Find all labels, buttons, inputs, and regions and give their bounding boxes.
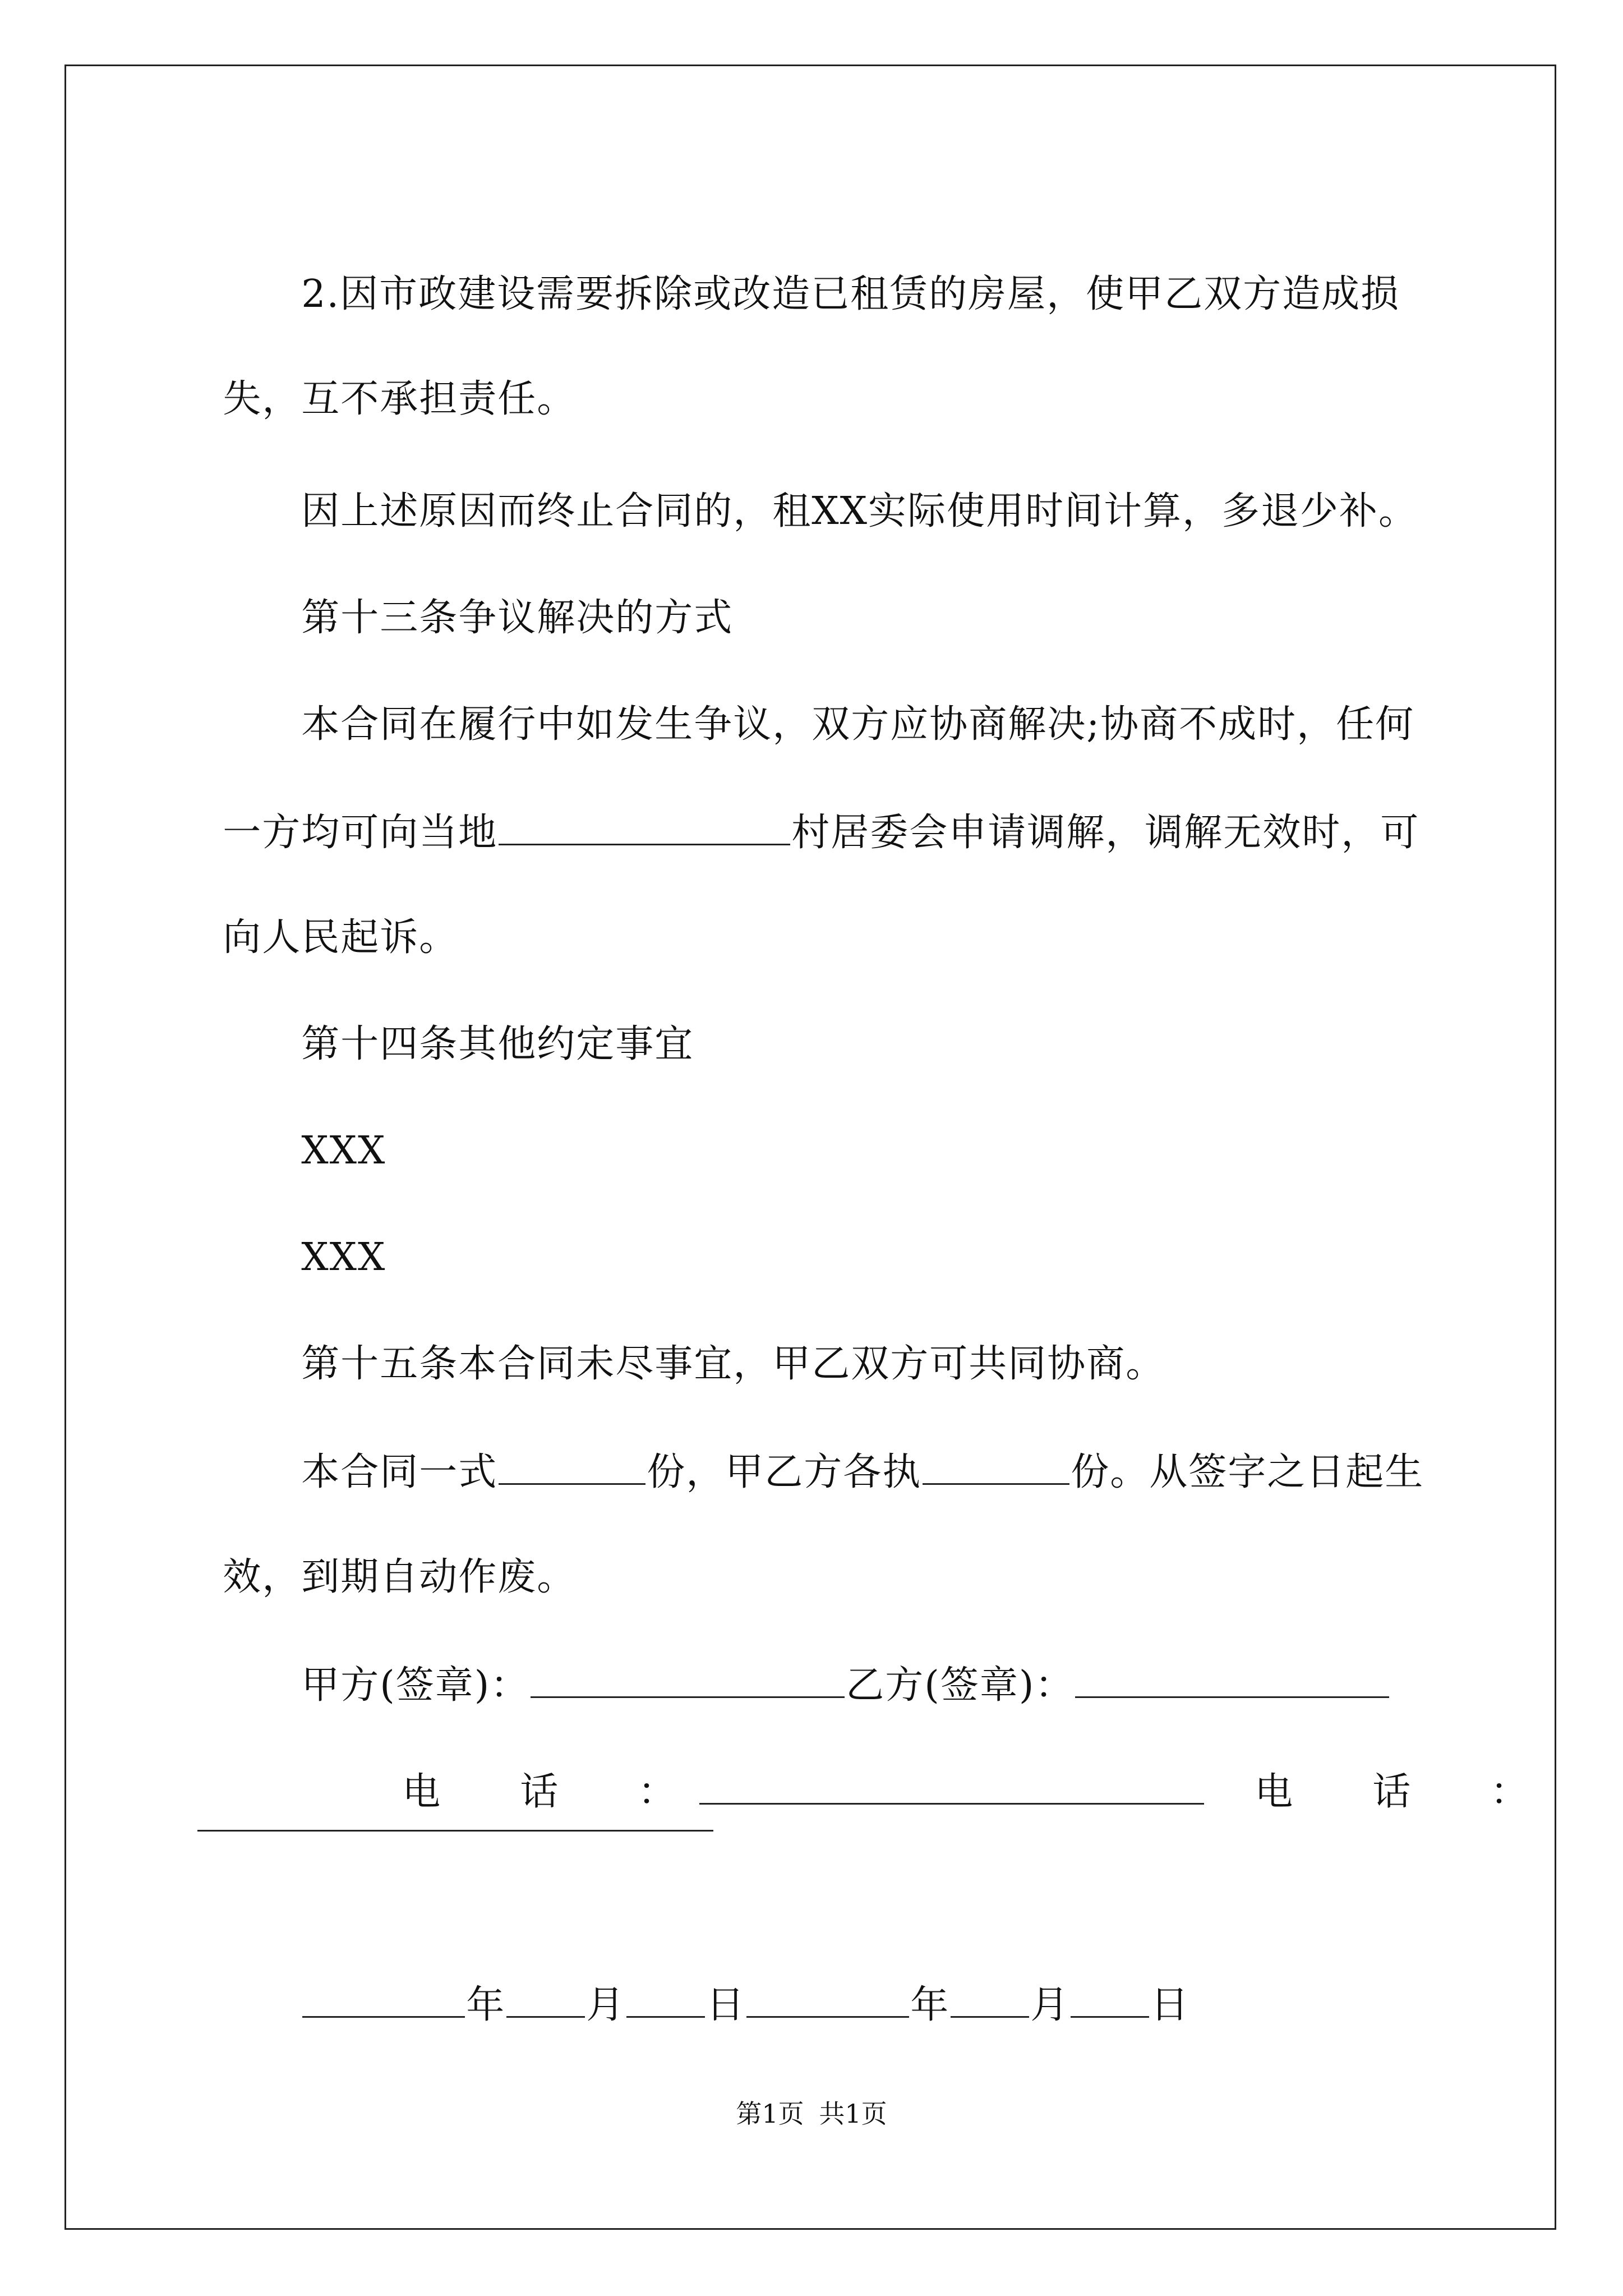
- page-footer: [0, 2098, 1623, 2129]
- party-a-signature-field[interactable]: [531, 1662, 845, 1698]
- text: XXX: [301, 1235, 386, 1280]
- signature-line: [275, 1617, 1390, 1708]
- party-b-month-field[interactable]: [951, 1981, 1029, 2018]
- party-a-label: 甲方(签章)：: [301, 1663, 530, 1708]
- text: 本合同一式: [301, 1450, 498, 1494]
- copies-each-blank[interactable]: [923, 1448, 1069, 1485]
- paragraph-line: [275, 227, 1400, 317]
- paragraph-line: [275, 444, 1418, 534]
- text: 第十五条本合同未尽事宜，甲乙双方可共同协商。: [301, 1342, 1165, 1386]
- paragraph-line: [196, 871, 458, 960]
- year-label: 年: [910, 1983, 950, 2027]
- text: 向人民起诉。: [223, 915, 459, 960]
- party-a-month-field[interactable]: [506, 1981, 585, 2018]
- party-b-year-field[interactable]: [746, 1981, 909, 2018]
- text: 村居委会申请调解，调解无效时，可: [791, 811, 1420, 855]
- day-label: 日: [1150, 1983, 1190, 2027]
- text: 2.因市政建设需要拆除或改造已租赁的房屋，使甲乙双方造成损: [301, 272, 1400, 316]
- text: XXX: [301, 1129, 386, 1173]
- paragraph-line: [275, 1404, 1424, 1495]
- page-total: 共1页: [819, 2099, 887, 2129]
- party-b-label: 乙方(签章)：: [846, 1663, 1075, 1708]
- text: 本合同在履行中如发生争议，双方应协商解决;协商不成时，任何: [301, 702, 1415, 747]
- party-a-phone-field[interactable]: [699, 1768, 1204, 1805]
- text: 份，甲乙方各执: [647, 1450, 922, 1494]
- party-b-day-field[interactable]: [1071, 1981, 1149, 2018]
- day-label: 日: [706, 1983, 746, 2027]
- phone-line: [376, 1723, 1529, 1815]
- paragraph-line: [275, 657, 1414, 747]
- party-a-day-field[interactable]: [626, 1981, 705, 2018]
- party-b-phone-label: 电 话 ：: [1255, 1770, 1530, 1814]
- text: 因上述原因而终止合同的，租XX实际使用时间计算，多退少补。: [301, 489, 1418, 533]
- paragraph-line: [275, 1190, 386, 1280]
- paragraph-line: [196, 332, 576, 422]
- party-a-phone-label: 电 话 ：: [402, 1770, 677, 1814]
- text: 份。从签字之日起生: [1071, 1450, 1424, 1494]
- year-label: 年: [466, 1983, 506, 2027]
- page-number: 第1页: [736, 2099, 804, 2129]
- month-label: 月: [586, 1983, 626, 2027]
- article-heading: [275, 1297, 1165, 1387]
- fill-in-blank[interactable]: [499, 809, 790, 845]
- party-b-signature-field[interactable]: [1075, 1662, 1389, 1698]
- month-label: 月: [1030, 1983, 1070, 2027]
- article-heading: [275, 551, 733, 641]
- text: 失，互不承担责任。: [223, 377, 577, 421]
- text: 一方均可向当地: [223, 811, 498, 855]
- copies-count-blank[interactable]: [499, 1448, 645, 1485]
- party-a-year-field[interactable]: [302, 1981, 465, 2018]
- text: 第十三条争议解决的方式: [301, 596, 734, 640]
- paragraph-line: [196, 764, 1419, 855]
- text: 效，到期自动作废。: [223, 1555, 577, 1599]
- party-b-phone-field[interactable]: [197, 1830, 713, 1832]
- date-line: [275, 1936, 1189, 2028]
- paragraph-line: [275, 1084, 386, 1174]
- article-heading: [275, 977, 694, 1067]
- paragraph-line: [196, 1510, 576, 1600]
- text: 第十四条其他约定事宜: [301, 1022, 694, 1066]
